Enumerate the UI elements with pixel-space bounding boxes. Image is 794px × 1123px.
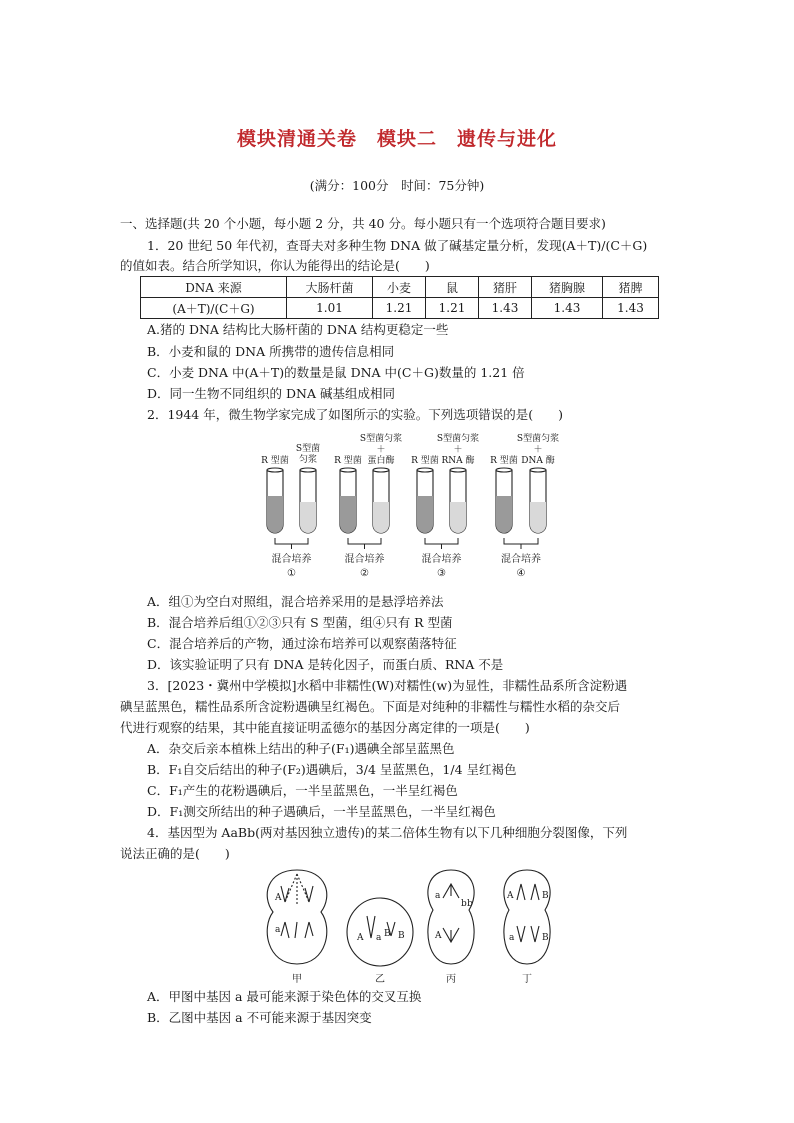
q1-option-d: D．同一生物不同组织的 DNA 碱基组成相同 [147, 386, 395, 401]
tube-label: S型菌匀浆＋蛋白酶 [359, 434, 403, 466]
tube-label: S型菌匀浆＋ DNA 酶 [516, 434, 560, 466]
chromosomes-bing-top [443, 884, 459, 898]
cell-jia [267, 870, 327, 964]
cell-ding [504, 870, 550, 964]
mix-bracket [504, 538, 538, 549]
q4-stem-line2: 说法正确的是( ) [120, 846, 230, 861]
q2-stem: 2．1944 年，微生物学家完成了如图所示的实验。下列选项错误的是( ) [147, 407, 563, 422]
group-label: 混合培养 [501, 554, 541, 565]
chromosomes-bing-bottom [443, 928, 459, 942]
group-label: 混合培养 [271, 554, 312, 565]
table-cell: 1.43 [479, 298, 532, 319]
table-cell: 1.21 [373, 298, 426, 319]
gene-label: B [542, 933, 549, 943]
gene-label: a [376, 933, 382, 943]
gene-label: B [384, 929, 391, 939]
table-cell: 小麦 [373, 277, 426, 298]
gene-label: A [357, 933, 364, 943]
test-tube [417, 468, 433, 533]
table-cell: (A＋T)/(C＋G) [141, 298, 287, 319]
gene-label: A [275, 893, 282, 903]
tube-label: R 型菌 [261, 456, 289, 466]
mix-bracket [348, 538, 381, 549]
q2-option-b: B．混合培养后组①②③只有 S 型菌，组④只有 R 型菌 [147, 615, 453, 630]
section-heading: 一、选择题(共 20 个小题，每小题 2 分，共 40 分。每小题只有一个选项符合题目要求) [120, 216, 606, 231]
test-tube [373, 468, 389, 533]
cell-caption: 丁 [522, 974, 532, 985]
gene-label: A [507, 891, 514, 901]
q4-option-b: B．乙图中基因 a 不可能来源于基因突变 [147, 1010, 372, 1025]
q3-option-b: B．F₁自交后结出的种子(F₂)遇碘后，3/4 呈蓝黑色，1/4 呈红褐色 [147, 762, 517, 777]
q3-option-c: C．F₁产生的花粉遇碘后，一半呈蓝黑色，一半呈红褐色 [147, 783, 458, 798]
table-cell: 猪胸腺 [532, 277, 603, 298]
group-number: ④ [516, 568, 526, 579]
tube-label: R 型菌 [411, 456, 439, 466]
table-cell: 猪脾 [603, 277, 659, 298]
q3-option-d: D．F₁测交所结出的种子遇碘后，一半呈蓝黑色，一半呈红褐色 [147, 804, 496, 819]
table-cell: 大肠杆菌 [287, 277, 373, 298]
test-tube [450, 468, 466, 533]
table-row [141, 277, 659, 298]
mix-bracket [425, 538, 458, 549]
gene-label: b [467, 899, 473, 909]
mix-bracket [275, 538, 308, 549]
table-row [141, 298, 659, 319]
q3-stem-line2: 碘呈蓝黑色，糯性品系所含淀粉遇碘呈红褐色。下面是对纯种的非糯性与糯性水稻的杂交后 [120, 699, 621, 714]
group-number: ① [287, 568, 296, 579]
cell-caption: 丙 [446, 974, 456, 985]
q1-option-a: A.猪的 DNA 结构比大肠杆菌的 DNA 结构更稳定一些 [147, 322, 449, 337]
griffith-experiment-figure [250, 430, 560, 580]
gene-label: B [398, 931, 405, 941]
chromosomes-ding-top [517, 884, 539, 900]
table-cell: 1.21 [426, 298, 479, 319]
tube-label: R 型菌 [334, 456, 362, 466]
q3-stem-line3: 代进行观察的结果，其中能直接证明孟德尔的基因分离定律的一项是( ) [120, 720, 530, 735]
tube-label: S型菌匀浆＋ RNA 酶 [436, 434, 480, 466]
group-label: 混合培养 [344, 554, 385, 565]
gene-label: A [435, 931, 442, 941]
cell-caption: 乙 [375, 974, 385, 985]
gene-label: b [461, 899, 467, 909]
gene-label: a [275, 925, 281, 935]
test-tube [496, 468, 512, 533]
q1-stem-line2: 的值如表。结合所学知识，你认为能得出的结论是( ) [120, 258, 430, 273]
test-tube [300, 468, 316, 533]
table-cell: 猪肝 [479, 277, 532, 298]
table-cell: 1.43 [603, 298, 659, 319]
table-cell: 鼠 [426, 277, 479, 298]
gene-label: a [435, 891, 441, 901]
cell-caption: 甲 [292, 974, 302, 985]
table-cell: 1.01 [287, 298, 373, 319]
test-tube [267, 468, 283, 533]
group-label: 混合培养 [421, 554, 462, 565]
exam-meta: (满分：100分 时间：75分钟) [309, 178, 485, 193]
test-tube [340, 468, 356, 533]
test-tube [530, 468, 546, 533]
chromosomes-jia-bottom [281, 922, 313, 938]
table-cell: 1.43 [532, 298, 603, 319]
q1-stem-line1: 1．20 世纪 50 年代初，查哥夫对多种生物 DNA 做了碱基定量分析，发现(A＋T)/(C＋G) [147, 238, 648, 253]
gene-label: B [542, 891, 549, 901]
chromosomes-ding-bottom [517, 926, 539, 942]
q1-option-c: C．小麦 DNA 中(A＋T)的数量是鼠 DNA 中(C＋G)数量的 1.21 倍 [147, 365, 525, 380]
tube-label: R 型菌 [490, 456, 518, 466]
group-number: ② [360, 568, 369, 579]
q2-option-a: A．组①为空白对照组，混合培养采用的是悬浮培养法 [147, 594, 444, 609]
cell-division-figure [255, 866, 565, 988]
q1-option-b: B．小麦和鼠的 DNA 所携带的遗传信息相同 [147, 344, 395, 359]
q2-option-d: D．该实验证明了只有 DNA 是转化因子，而蛋白质、RNA 不是 [147, 657, 504, 672]
q2-option-c: C．混合培养后的产物，通过涂布培养可以观察菌落特征 [147, 636, 457, 651]
q3-stem-line1: 3．[2023・冀州中学模拟]水稻中非糯性(W)对糯性(w)为显性，非糯性品系所含淀粉遇 [147, 678, 628, 693]
page-title: 模块清通关卷 模块二 遗传与进化 [236, 128, 557, 150]
group-number: ③ [437, 568, 446, 579]
tube-label: S型菌匀浆 [295, 444, 321, 465]
q4-option-a: A．甲图中基因 a 最可能来源于染色体的交叉互换 [147, 989, 422, 1004]
q4-stem-line1: 4．基因型为 AaBb(两对基因独立遗传)的某二倍体生物有以下几种细胞分裂图像，下列 [147, 825, 628, 840]
q3-option-a: A．杂交后亲本植株上结出的种子(F₁)遇碘全部呈蓝黑色 [147, 741, 455, 756]
gene-label: a [509, 933, 515, 943]
dna-ratio-table [140, 276, 659, 319]
table-cell: DNA 来源 [141, 277, 287, 298]
